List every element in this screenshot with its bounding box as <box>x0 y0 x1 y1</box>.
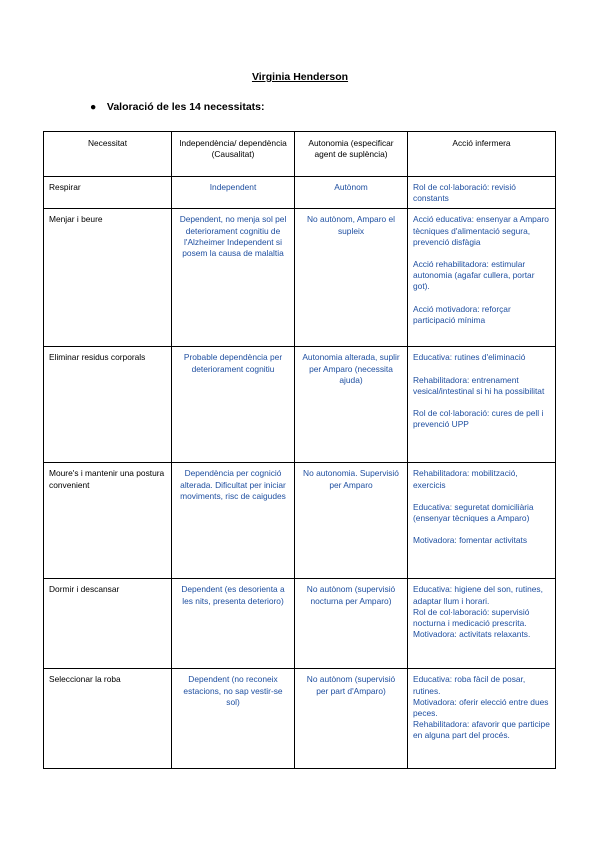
need-cell: Eliminar residus corporals <box>44 347 172 463</box>
table-row <box>44 209 556 347</box>
table-row <box>44 579 556 669</box>
header-autonomy: Autonomia (especificar agent de suplència) <box>295 132 408 177</box>
action-item: Motivadora: fomentar activitats <box>413 535 528 546</box>
autonomy-cell: No autònom (supervisió nocturna per Amparo) <box>295 579 408 669</box>
header-need: Necessitat <box>44 132 172 177</box>
section-bullet <box>90 101 265 113</box>
table-body <box>44 177 556 769</box>
table-row <box>44 669 556 769</box>
dependence-cell: Dependent (no reconeix estacions, no sap vestir-se sol) <box>172 669 295 769</box>
action-item: Educativa: seguretat domiciliària (ensenyar tècniques a Amparo) <box>413 501 534 524</box>
table-header-row <box>44 132 556 177</box>
action-item: Motivadora: activitats relaxants. <box>413 629 531 640</box>
dependence-cell: Dependència per cognició alterada. Dificultat per iniciar moviments, risc de caigudes <box>172 463 295 579</box>
action-item: Educativa: rutines d'eliminació <box>413 352 526 363</box>
action-cell <box>408 347 556 463</box>
autonomy-cell: No autònom, Amparo el supleix <box>295 209 408 347</box>
action-cell <box>408 177 556 209</box>
dependence-cell: Independent <box>172 177 295 209</box>
action-item: Acció educativa: ensenyar a Amparo tècniques d'alimentació segura, prevenció disfàgia <box>413 214 549 247</box>
needs-table <box>43 131 556 769</box>
table-row <box>44 177 556 209</box>
action-item: Educativa: higiene del son, rutines, adaptar llum i horari. <box>413 584 543 606</box>
header-dependence: Independència/ dependència (Causalitat) <box>172 132 295 177</box>
action-item: Rehabilitadora: entrenament vesical/intestinal si hi ha possibilitat <box>413 374 545 396</box>
document-title: Virginia Henderson <box>251 71 349 83</box>
table-row <box>44 347 556 463</box>
dependence-cell: Dependent (es desorienta a les nits, presenta deterioro) <box>172 579 295 669</box>
need-cell: Menjar i beure <box>44 209 172 347</box>
action-item: Rol de col·laboració: cures de pell i prevenció UPP <box>413 408 544 430</box>
action-item: Motivadora: oferir elecció entre dues peces. <box>413 696 549 719</box>
header-action: Acció infermera <box>408 132 556 177</box>
action-item: Acció rehabilitadora: estimular autonomia (agafar cullera, portar got). <box>413 259 535 292</box>
autonomy-cell: No autònom (supervisió per part d'Amparo) <box>295 669 408 769</box>
action-cell <box>408 463 556 579</box>
action-cell <box>408 209 556 347</box>
action-item: Rol de col·laboració: revisió constants <box>413 182 516 204</box>
autonomy-cell: Autonomia alterada, suplir per Amparo (necessita ajuda) <box>295 347 408 463</box>
dependence-cell: Probable dependència per deteriorament cognitiu <box>172 347 295 463</box>
bullet-dot-icon: ● <box>90 101 97 113</box>
need-cell: Respirar <box>44 177 172 209</box>
action-item: Rol de col·laboració: supervisió nocturna i medicació prescrita. <box>413 606 530 629</box>
need-cell: Seleccionar la roba <box>44 669 172 769</box>
action-cell <box>408 669 556 769</box>
action-item: Rehabilitadora: mobilització, exercicis <box>413 468 518 490</box>
autonomy-cell: No autonomia. Supervisió per Amparo <box>295 463 408 579</box>
action-item: Educativa: roba fàcil de posar, rutines. <box>413 674 526 696</box>
section-bullet-text: Valoració de les 14 necessitats: <box>106 101 265 113</box>
need-cell: Dormir i descansar <box>44 579 172 669</box>
need-cell: Moure's i mantenir una postura convenient <box>44 463 172 579</box>
table-row <box>44 463 556 579</box>
action-item: Rehabilitadora: afavorir que participe en alguna part del procés. <box>413 719 550 741</box>
dependence-cell: Dependent, no menja sol pel deteriorament cognitiu de l'Alzheimer Independent si posem la causa de malaltia <box>172 209 295 347</box>
autonomy-cell: Autònom <box>295 177 408 209</box>
action-cell <box>408 579 556 669</box>
action-item: Acció motivadora: reforçar participació mínima <box>413 303 511 325</box>
